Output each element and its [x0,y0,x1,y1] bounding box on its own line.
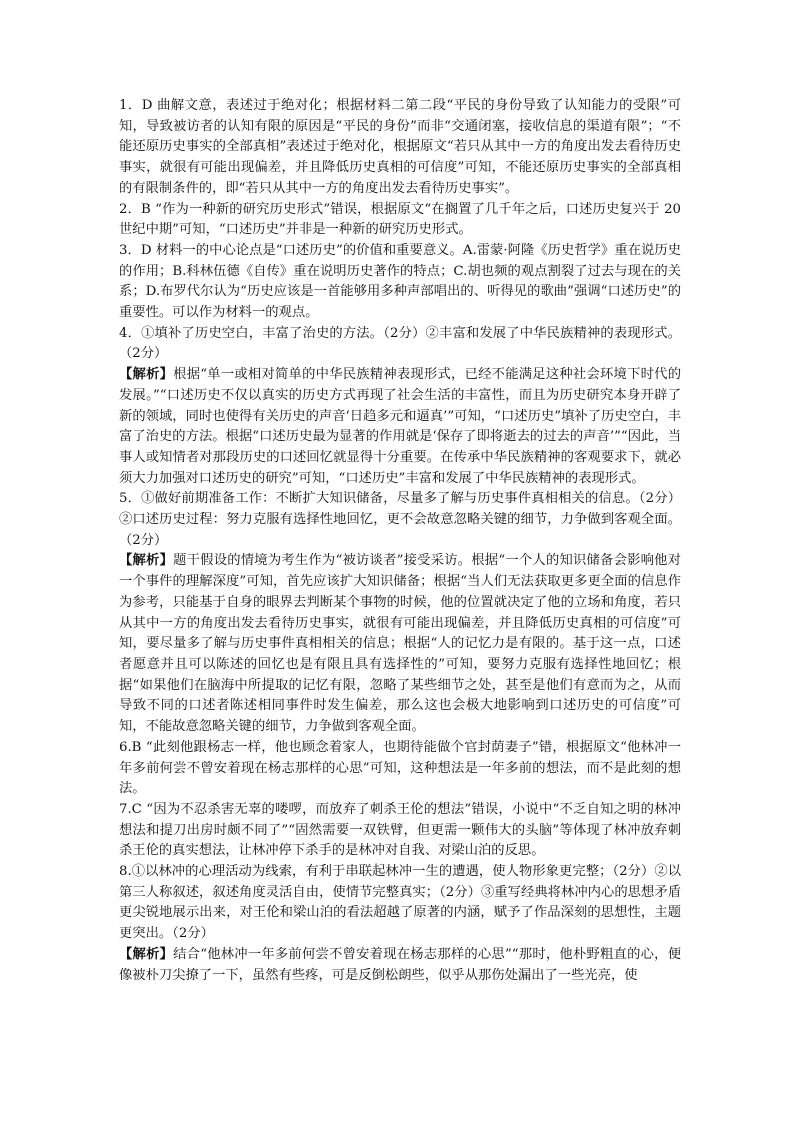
answer-4-text: 4．①填补了历史空白，丰富了治史的方法。（2分）②丰富和发展了中华民族精神的表现形式。（2分） [119,325,681,362]
answer-2-text: 2．B “作为一种新的研究历史形式”错误，根据原文“在搁置了几千年之后，口述历史复兴于 20 世纪中期”可知，“口述历史”并非是一种新的研究历史形式。 [119,201,681,238]
answer-2 [119,200,681,241]
answer-1-text: 1．D 曲解文意，表述过于绝对化；根据材料二第二段“平民的身份导致了认知能力的受限”可知，导致被访者的认知有限的原因是“平民的身份”而非“交通闭塞，接收信息的渠道有限”；“不能还原历史事实的全部真相”表述过于绝对化，根据原文“若只从其中一方的角度出发去看待历史事实，就很有可能出现偏差，并且降低历史真相的可信度”可知，不能还原历史事实的全部真相的有限制条件的，即“若只从其中一方的角度出发去看待历史事实”。 [119,98,681,196]
analysis-4 [119,365,681,489]
analysis-tag: 【解析】 [119,553,174,569]
answer-5-text: 5．①做好前期准备工作：不断扩大知识储备，尽量多了解与历史事件真相相关的信息。（2分）②口述历史过程：努力克服有选择性地回忆，更不会故意忽略关键的细节，力争做到客观全面。（2分） [119,491,681,548]
answer-8-text: 8.①以林冲的心理活动为线索，有利于串联起林冲一生的遭遇，使人物形象更完整；（2分）②以第三人称叙述，叙述角度灵活自由，使情节完整真实；（2分）③重写经典将林冲内心的思想矛盾更尖锐地展示出来，对王伦和梁山泊的看法超越了原著的内涵，赋予了作品深刻的思想性，主题更突出。（2分） [119,864,681,942]
answer-3-text: 3．D 材料一的中心论点是“口述历史”的价值和重要意义。A.雷蒙·阿隆《历史哲学》重在说历史的作用；B.科林伍德《自传》重在说明历史著作的特点；C.胡也频的观点割裂了过去与现在的关系；D.布罗代尔认为“历史应该是一首能够用多种声部唱出的、听得见的歌曲”强调“口述历史”的重要性。可以作为材料一的观点。 [119,242,681,321]
answer-5 [119,489,681,551]
answer-1 [119,96,681,200]
answer-sheet [119,96,681,986]
analysis-5 [119,551,681,737]
analysis-4-text: 根据“单一或相对简单的中华民族精神表现形式，已经不能满足这种社会环境下时代的发展。”“口述历史不仅以真实的历史方式再现了社会生活的丰富性，而且为历史研究本身开辟了新的领域，同时也使得有关历史的声音‘日趋多元和逼真’”可知，“口述历史”填补了历史空白，丰富了治史的方法。根据“口述历史最为显著的作用就是‘保存了即将逝去的过去的声音’”“因此，当事人或知情者对那段历史的口述回忆就显得十分重要。在传承中华民族精神的客观要求下，就必须大力加强对口述历史的研究”可知，“口述历史”丰富和发展了中华民族精神的表现形式。 [119,367,682,486]
answer-6 [119,738,681,800]
answer-8 [119,862,681,945]
answer-6-text: 6.B “此刻他跟杨志一样，他也顾念着家人，也期待能做个官封荫妻子”错，根据原文“他林冲一年多前何尝不曾安着现在杨志那样的心思”可知，这种想法是一年多前的想法，而不是此刻的想法。 [119,739,681,797]
answer-3 [119,241,681,324]
analysis-5-text: 题干假设的情境为考生作为“被访谈者”接受采访。根据“一个人的知识储备会影响他对一个事件的理解深度”可知，首先应该扩大知识储备；根据“当人们无法获取更多更全面的信息作为参考，只能基于自身的眼界去判断某个事物的时候，他的位置就决定了他的立场和角度，若只从其中一方的角度出发去看待历史事实，就很有可能出现偏差，并且降低历史真相的可信度”可知，要尽量多了解与历史事件真相相关的信息；根据“人的记忆力是有限的。基于这一点，口述者愿意并且可以陈述的回忆也是有限且具有选择性的”可知，要努力克服有选择性地回忆；根据“如果他们在脑海中所提取的记忆有限，忽略了某些细节之处，甚至是他们有意而为之，从而导致不同的口述者陈述相同事件时发生偏差，那么这也会极大地影响到口述历史的可信度”可知，不能故意忽略关键的细节，力争做到客观全面。 [119,553,681,735]
analysis-tag: 【解析】 [119,367,174,383]
answer-7 [119,800,681,862]
analysis-8 [119,945,681,986]
analysis-tag: 【解析】 [119,946,174,962]
answer-7-text: 7.C “因为不忍杀害无辜的喽啰，而放弃了刺杀王伦的想法”错误，小说中“不乏自知之明的林冲想法和提刀出房时颇不同了”“固然需要一双铁臂，但更需一颗伟大的头脑”等体现了林冲放弃刺杀王伦的真实想法，让林冲停下杀手的是林冲对自我、对梁山泊的反思。 [119,801,681,859]
analysis-8-text: 结合“他林冲一年多前何尝不曾安着现在杨志那样的心思”“那时，他朴野粗直的心，便像被朴刀尖撩了一下，虽然有些疼，可是反倒松朗些，似乎从那伤处漏出了一些光亮，使 [119,946,681,983]
answer-4 [119,324,681,365]
